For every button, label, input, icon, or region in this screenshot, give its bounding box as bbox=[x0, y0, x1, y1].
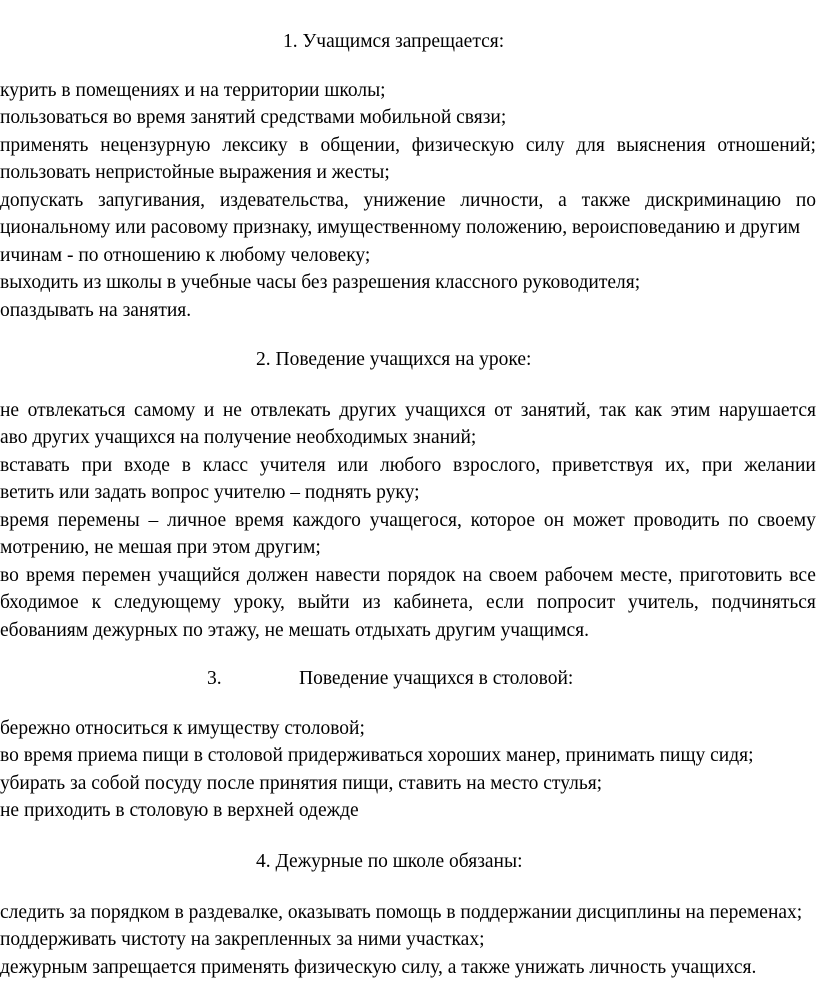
section-1-line: выходить из школы в учебные часы без разрешения классного руководителя; bbox=[0, 272, 641, 293]
section-1-line: циональному или расовому признаку, имущественному положению, вероисповеданию и другим bbox=[0, 217, 801, 238]
section-1-line: ичинам - по отношению к любому человеку; bbox=[0, 245, 371, 266]
section-2-line: мотрению, не мешая при этом другим; bbox=[0, 537, 321, 558]
section-2-line: аво других учащихся на получение необходимых знаний; bbox=[0, 427, 477, 448]
section-2-line: ебованиям дежурных по этажу, не мешать отдыхать другим учащимся. bbox=[0, 620, 590, 641]
section-2-line: вставать при входе в класс учителя или любого взрослого, приветствуя их, при желании bbox=[0, 455, 816, 476]
section-4-line: следить за порядком в раздевалке, оказывать помощь в поддержании дисциплины на переменах; bbox=[0, 902, 803, 923]
section-2-line: время перемены – личное время каждого учащегося, которое он может проводить по своему bbox=[0, 510, 816, 531]
section-3-line: убирать за собой посуду после принятия пищи, ставить на место стулья; bbox=[0, 773, 603, 794]
section-1-line: пользовать непристойные выражения и жесты; bbox=[0, 162, 390, 183]
section-3-line: не приходить в столовую в верхней одежде bbox=[0, 800, 359, 821]
section-3-line: во время приема пищи в столовой придерживаться хороших манер, принимать пищу сидя; bbox=[0, 745, 754, 766]
section-1-line: опаздывать на занятия. bbox=[0, 300, 192, 321]
section-1-heading: 1. Учащимся запрещается: bbox=[283, 31, 505, 52]
section-2-line: бходимое к следующему уроку, выйти из кабинета, если попросит учитель, подчиняться bbox=[0, 592, 816, 613]
section-1-line: пользоваться во время занятий средствами мобильной связи; bbox=[0, 107, 507, 128]
section-1-line: курить в помещениях и на территории школы; bbox=[0, 80, 386, 101]
section-3-heading-text: Поведение учащихся в столовой: bbox=[299, 668, 574, 689]
section-2-line: не отвлекаться самому и не отвлекать других учащихся от занятий, так как этим нарушается bbox=[0, 400, 816, 421]
section-1-line: применять нецензурную лексику в общении, физическую силу для выяснения отношений; bbox=[0, 135, 816, 156]
section-1-line: допускать запугивания, издевательства, унижение личности, а также дискриминацию по bbox=[0, 190, 816, 211]
section-2-line: во время перемен учащийся должен навести порядок на своем рабочем месте, приготовить все bbox=[0, 565, 816, 586]
section-4-line: дежурным запрещается применять физическую силу, а также унижать личность учащихся. bbox=[0, 957, 757, 978]
section-4-heading: 4. Дежурные по школе обязаны: bbox=[256, 851, 523, 872]
section-4-line: поддерживать чистоту на закрепленных за ними участках; bbox=[0, 929, 485, 950]
section-3-heading-number: 3. bbox=[207, 668, 222, 689]
section-3-line: бережно относиться к имуществу столовой; bbox=[0, 718, 365, 739]
section-2-heading: 2. Поведение учащихся на уроке: bbox=[256, 349, 532, 370]
section-2-line: ветить или задать вопрос учителю – поднять руку; bbox=[0, 482, 420, 503]
